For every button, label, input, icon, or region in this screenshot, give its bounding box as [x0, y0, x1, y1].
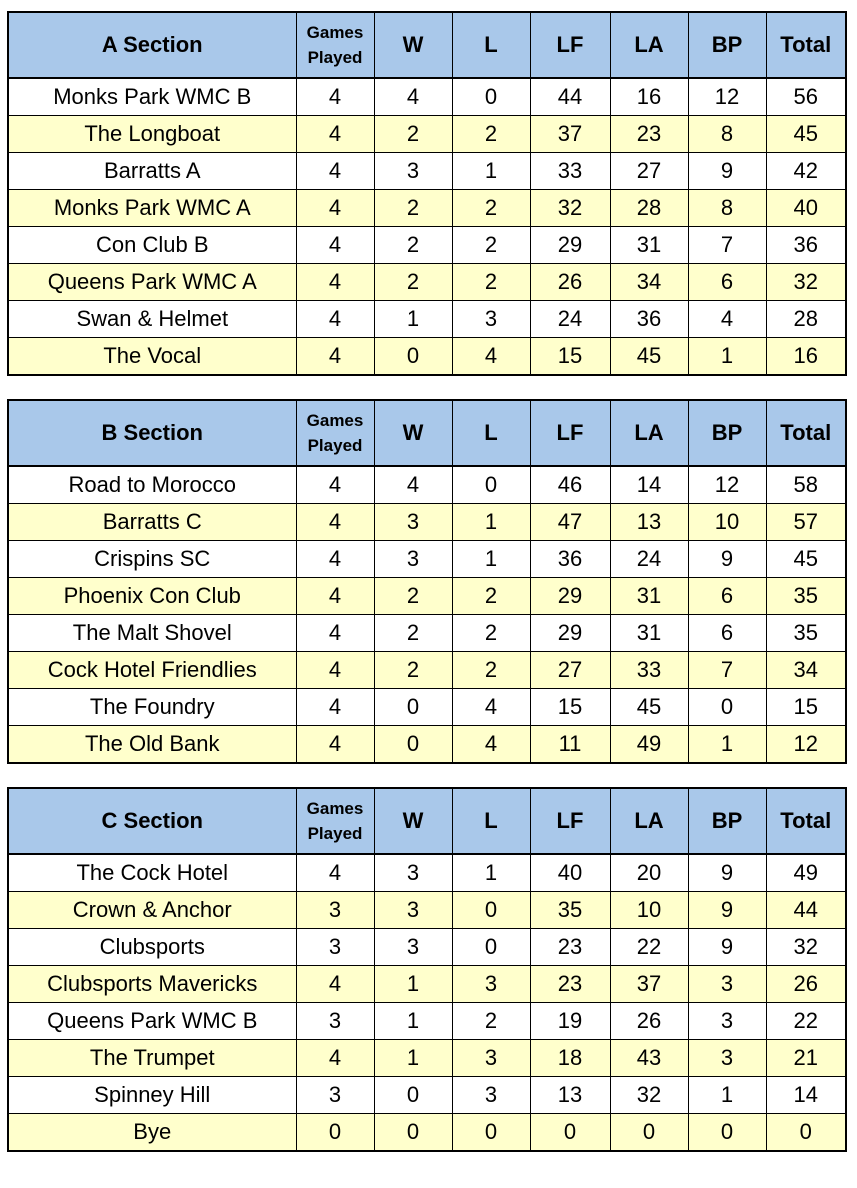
legs-for-cell: 15 — [530, 689, 610, 726]
legs-against-cell: 28 — [610, 190, 688, 227]
bonus-points-cell: 9 — [688, 929, 766, 966]
table-row — [8, 615, 846, 652]
legs-against-cell: 20 — [610, 854, 688, 892]
legs-for-cell: 23 — [530, 929, 610, 966]
total-header: Total — [766, 400, 846, 466]
legs-for-cell: 33 — [530, 153, 610, 190]
wins-cell: 2 — [374, 578, 452, 615]
legs-for-cell: 29 — [530, 227, 610, 264]
wins-cell: 3 — [374, 929, 452, 966]
wins-header: W — [374, 788, 452, 854]
table-row — [8, 929, 846, 966]
legs-for-cell: 0 — [530, 1114, 610, 1152]
wins-cell: 4 — [374, 78, 452, 116]
total-cell: 36 — [766, 227, 846, 264]
bonus-points-cell: 7 — [688, 227, 766, 264]
games-played-header: Games Played — [296, 12, 374, 78]
losses-cell: 3 — [452, 301, 530, 338]
losses-header: L — [452, 400, 530, 466]
bonus-points-cell: 10 — [688, 504, 766, 541]
legs-for-cell: 24 — [530, 301, 610, 338]
legs-against-cell: 26 — [610, 1003, 688, 1040]
games-played-cell: 4 — [296, 966, 374, 1003]
games-played-cell: 3 — [296, 1003, 374, 1040]
total-cell: 57 — [766, 504, 846, 541]
losses-cell: 2 — [452, 227, 530, 264]
legs-for-cell: 44 — [530, 78, 610, 116]
games-played-cell: 4 — [296, 541, 374, 578]
wins-cell: 2 — [374, 190, 452, 227]
team-name: Phoenix Con Club — [8, 578, 296, 615]
legs-for-cell: 29 — [530, 615, 610, 652]
total-cell: 16 — [766, 338, 846, 376]
table-row — [8, 541, 846, 578]
table-row — [8, 1077, 846, 1114]
games-played-cell: 4 — [296, 1040, 374, 1077]
legs-against-cell: 36 — [610, 301, 688, 338]
games-played-cell: 3 — [296, 1077, 374, 1114]
wins-cell: 4 — [374, 466, 452, 504]
wins-cell: 2 — [374, 227, 452, 264]
legs-against-cell: 0 — [610, 1114, 688, 1152]
wins-cell: 3 — [374, 854, 452, 892]
games-played-header: Games Played — [296, 788, 374, 854]
legs-against-cell: 10 — [610, 892, 688, 929]
bonus-points-cell: 6 — [688, 264, 766, 301]
games-played-cell: 3 — [296, 929, 374, 966]
team-name: Crown & Anchor — [8, 892, 296, 929]
team-name: Cock Hotel Friendlies — [8, 652, 296, 689]
losses-cell: 2 — [452, 116, 530, 153]
legs-for-cell: 40 — [530, 854, 610, 892]
games-played-cell: 4 — [296, 153, 374, 190]
total-cell: 42 — [766, 153, 846, 190]
legs-against-cell: 31 — [610, 227, 688, 264]
header-row — [8, 400, 846, 466]
games-played-cell: 4 — [296, 227, 374, 264]
games-played-header: Games Played — [296, 400, 374, 466]
bonus-points-cell: 6 — [688, 615, 766, 652]
legs-against-cell: 43 — [610, 1040, 688, 1077]
legs-for-cell: 46 — [530, 466, 610, 504]
games-played-cell: 4 — [296, 264, 374, 301]
section-table-b — [7, 399, 847, 764]
table-row — [8, 1114, 846, 1152]
team-name: Bye — [8, 1114, 296, 1152]
total-cell: 35 — [766, 578, 846, 615]
bonus-points-cell: 8 — [688, 190, 766, 227]
section-title: A Section — [8, 12, 296, 78]
losses-cell: 2 — [452, 264, 530, 301]
team-name: Barratts A — [8, 153, 296, 190]
section-table-c — [7, 787, 847, 1152]
table-row — [8, 1040, 846, 1077]
legs-against-cell: 49 — [610, 726, 688, 764]
legs-for-cell: 26 — [530, 264, 610, 301]
team-name: Monks Park WMC A — [8, 190, 296, 227]
bonus-points-cell: 1 — [688, 1077, 766, 1114]
total-cell: 22 — [766, 1003, 846, 1040]
team-name: The Longboat — [8, 116, 296, 153]
wins-cell: 2 — [374, 615, 452, 652]
losses-header: L — [452, 12, 530, 78]
wins-cell: 0 — [374, 726, 452, 764]
team-name: Clubsports — [8, 929, 296, 966]
legs-for-cell: 29 — [530, 578, 610, 615]
games-played-cell: 4 — [296, 689, 374, 726]
losses-cell: 3 — [452, 1040, 530, 1077]
wins-cell: 3 — [374, 541, 452, 578]
total-cell: 0 — [766, 1114, 846, 1152]
games-played-cell: 4 — [296, 78, 374, 116]
bonus-points-cell: 0 — [688, 689, 766, 726]
legs-against-cell: 33 — [610, 652, 688, 689]
games-played-cell: 4 — [296, 190, 374, 227]
total-cell: 45 — [766, 116, 846, 153]
losses-cell: 0 — [452, 466, 530, 504]
total-cell: 49 — [766, 854, 846, 892]
bonus-points-cell: 1 — [688, 726, 766, 764]
table-row — [8, 504, 846, 541]
bonus-points-header: BP — [688, 400, 766, 466]
total-header: Total — [766, 12, 846, 78]
total-cell: 58 — [766, 466, 846, 504]
losses-cell: 4 — [452, 726, 530, 764]
legs-for-cell: 15 — [530, 338, 610, 376]
team-name: Clubsports Mavericks — [8, 966, 296, 1003]
legs-for-cell: 32 — [530, 190, 610, 227]
table-row — [8, 578, 846, 615]
section-title: C Section — [8, 788, 296, 854]
team-name: Con Club B — [8, 227, 296, 264]
legs-against-cell: 37 — [610, 966, 688, 1003]
bonus-points-cell: 0 — [688, 1114, 766, 1152]
table-row — [8, 78, 846, 116]
losses-cell: 1 — [452, 504, 530, 541]
legs-against-cell: 23 — [610, 116, 688, 153]
total-cell: 15 — [766, 689, 846, 726]
games-played-cell: 0 — [296, 1114, 374, 1152]
losses-cell: 2 — [452, 615, 530, 652]
wins-cell: 1 — [374, 966, 452, 1003]
legs-for-header: LF — [530, 12, 610, 78]
legs-against-cell: 13 — [610, 504, 688, 541]
bonus-points-cell: 1 — [688, 338, 766, 376]
team-name: Crispins SC — [8, 541, 296, 578]
bonus-points-cell: 7 — [688, 652, 766, 689]
games-played-cell: 4 — [296, 726, 374, 764]
team-name: Monks Park WMC B — [8, 78, 296, 116]
table-row — [8, 1003, 846, 1040]
legs-against-header: LA — [610, 400, 688, 466]
legs-against-cell: 34 — [610, 264, 688, 301]
total-cell: 14 — [766, 1077, 846, 1114]
losses-cell: 1 — [452, 854, 530, 892]
total-cell: 44 — [766, 892, 846, 929]
total-cell: 26 — [766, 966, 846, 1003]
losses-cell: 1 — [452, 541, 530, 578]
games-played-cell: 3 — [296, 892, 374, 929]
losses-cell: 2 — [452, 190, 530, 227]
losses-header: L — [452, 788, 530, 854]
bonus-points-cell: 3 — [688, 1040, 766, 1077]
losses-cell: 3 — [452, 1077, 530, 1114]
legs-against-cell: 31 — [610, 578, 688, 615]
section-body — [8, 854, 846, 1151]
total-cell: 35 — [766, 615, 846, 652]
losses-cell: 3 — [452, 966, 530, 1003]
legs-for-cell: 18 — [530, 1040, 610, 1077]
bonus-points-cell: 12 — [688, 78, 766, 116]
legs-against-header: LA — [610, 788, 688, 854]
bonus-points-cell: 9 — [688, 541, 766, 578]
legs-against-cell: 14 — [610, 466, 688, 504]
legs-against-cell: 27 — [610, 153, 688, 190]
section-body — [8, 78, 846, 375]
losses-cell: 1 — [452, 153, 530, 190]
losses-cell: 4 — [452, 338, 530, 376]
section-table-a — [7, 11, 847, 376]
games-played-cell: 4 — [296, 652, 374, 689]
header-row — [8, 788, 846, 854]
wins-cell: 3 — [374, 504, 452, 541]
table-row — [8, 892, 846, 929]
team-name: Spinney Hill — [8, 1077, 296, 1114]
wins-cell: 1 — [374, 301, 452, 338]
table-row — [8, 854, 846, 892]
total-cell: 56 — [766, 78, 846, 116]
wins-cell: 2 — [374, 116, 452, 153]
legs-against-cell: 32 — [610, 1077, 688, 1114]
legs-against-cell: 24 — [610, 541, 688, 578]
games-played-cell: 4 — [296, 466, 374, 504]
team-name: The Cock Hotel — [8, 854, 296, 892]
total-cell: 32 — [766, 929, 846, 966]
games-played-cell: 4 — [296, 854, 374, 892]
table-row — [8, 726, 846, 764]
legs-against-cell: 31 — [610, 615, 688, 652]
table-row — [8, 966, 846, 1003]
legs-for-cell: 37 — [530, 116, 610, 153]
bonus-points-header: BP — [688, 788, 766, 854]
legs-for-cell: 13 — [530, 1077, 610, 1114]
legs-for-cell: 23 — [530, 966, 610, 1003]
table-row — [8, 264, 846, 301]
team-name: Swan & Helmet — [8, 301, 296, 338]
legs-for-cell: 36 — [530, 541, 610, 578]
table-row — [8, 301, 846, 338]
legs-for-header: LF — [530, 788, 610, 854]
bonus-points-cell: 9 — [688, 153, 766, 190]
team-name: Queens Park WMC B — [8, 1003, 296, 1040]
games-played-cell: 4 — [296, 116, 374, 153]
games-played-cell: 4 — [296, 338, 374, 376]
total-cell: 34 — [766, 652, 846, 689]
wins-cell: 0 — [374, 338, 452, 376]
wins-header: W — [374, 12, 452, 78]
team-name: The Malt Shovel — [8, 615, 296, 652]
total-cell: 40 — [766, 190, 846, 227]
losses-cell: 2 — [452, 1003, 530, 1040]
losses-cell: 4 — [452, 689, 530, 726]
total-cell: 28 — [766, 301, 846, 338]
wins-cell: 0 — [374, 1077, 452, 1114]
team-name: Barratts C — [8, 504, 296, 541]
wins-cell: 3 — [374, 153, 452, 190]
games-played-cell: 4 — [296, 615, 374, 652]
bonus-points-header: BP — [688, 12, 766, 78]
wins-cell: 1 — [374, 1003, 452, 1040]
team-name: The Old Bank — [8, 726, 296, 764]
team-name: The Foundry — [8, 689, 296, 726]
wins-cell: 1 — [374, 1040, 452, 1077]
section-body — [8, 466, 846, 763]
wins-cell: 2 — [374, 652, 452, 689]
legs-for-cell: 11 — [530, 726, 610, 764]
total-cell: 21 — [766, 1040, 846, 1077]
table-row — [8, 338, 846, 376]
wins-cell: 0 — [374, 689, 452, 726]
games-played-cell: 4 — [296, 301, 374, 338]
bonus-points-cell: 3 — [688, 966, 766, 1003]
team-name: Road to Morocco — [8, 466, 296, 504]
legs-for-cell: 19 — [530, 1003, 610, 1040]
team-name: Queens Park WMC A — [8, 264, 296, 301]
losses-cell: 2 — [452, 652, 530, 689]
games-played-cell: 4 — [296, 504, 374, 541]
table-row — [8, 190, 846, 227]
bonus-points-cell: 6 — [688, 578, 766, 615]
total-cell: 45 — [766, 541, 846, 578]
legs-against-cell: 45 — [610, 338, 688, 376]
wins-cell: 0 — [374, 1114, 452, 1152]
losses-cell: 0 — [452, 929, 530, 966]
bonus-points-cell: 9 — [688, 892, 766, 929]
table-row — [8, 652, 846, 689]
wins-cell: 2 — [374, 264, 452, 301]
bonus-points-cell: 4 — [688, 301, 766, 338]
losses-cell: 0 — [452, 78, 530, 116]
bonus-points-cell: 9 — [688, 854, 766, 892]
table-row — [8, 466, 846, 504]
games-played-cell: 4 — [296, 578, 374, 615]
legs-for-cell: 35 — [530, 892, 610, 929]
table-row — [8, 227, 846, 264]
team-name: The Trumpet — [8, 1040, 296, 1077]
losses-cell: 0 — [452, 1114, 530, 1152]
total-header: Total — [766, 788, 846, 854]
table-row — [8, 153, 846, 190]
legs-for-cell: 27 — [530, 652, 610, 689]
legs-against-cell: 45 — [610, 689, 688, 726]
header-row — [8, 12, 846, 78]
wins-header: W — [374, 400, 452, 466]
bonus-points-cell: 8 — [688, 116, 766, 153]
table-row — [8, 116, 846, 153]
team-name: The Vocal — [8, 338, 296, 376]
table-row — [8, 689, 846, 726]
losses-cell: 0 — [452, 892, 530, 929]
section-title: B Section — [8, 400, 296, 466]
total-cell: 32 — [766, 264, 846, 301]
bonus-points-cell: 12 — [688, 466, 766, 504]
legs-for-header: LF — [530, 400, 610, 466]
legs-for-cell: 47 — [530, 504, 610, 541]
legs-against-header: LA — [610, 12, 688, 78]
losses-cell: 2 — [452, 578, 530, 615]
total-cell: 12 — [766, 726, 846, 764]
legs-against-cell: 22 — [610, 929, 688, 966]
wins-cell: 3 — [374, 892, 452, 929]
legs-against-cell: 16 — [610, 78, 688, 116]
bonus-points-cell: 3 — [688, 1003, 766, 1040]
